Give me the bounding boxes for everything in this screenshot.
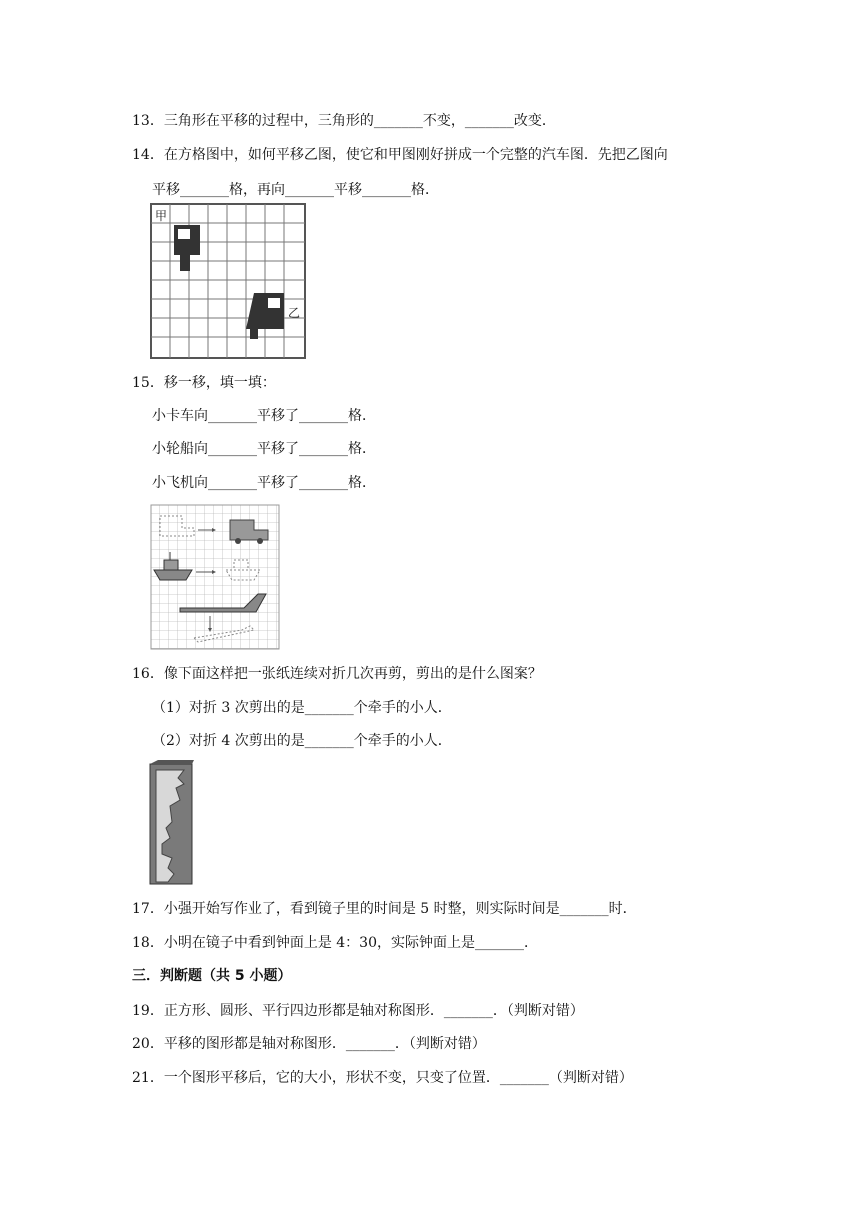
folded-paper-figure [148,760,194,886]
question-16: 16．像下面这样把一张纸连续对折几次再剪，剪出的是什么图案？ [132,666,542,682]
question-15-plane: 小飞机向_______平移了_______格． [152,475,376,491]
question-15: 15．移一移，填一填： [132,375,276,391]
ship-solid [154,570,192,580]
question-17: 17．小强开始写作业了，看到镜子里的时间是 5 时整，则实际时间是_______时． [132,901,637,917]
question-18: 18．小明在镜子中看到钟面上是 4：30，实际钟面上是_______． [132,935,538,951]
question-14-line2: 平移_______格，再向_______平移_______格． [152,182,439,198]
label-jia: 甲 [155,209,168,223]
question-15-truck: 小卡车向_______平移了_______格． [152,408,376,424]
question-16-part2: （2）对折 4 次剪出的是_______个牵手的小人． [152,733,452,749]
question-15-ship: 小轮船向_______平移了_______格． [152,441,376,457]
label-yi: 乙 [288,306,301,320]
question-13: 13．三角形在平移的过程中，三角形的_______不变，_______改变． [132,113,556,129]
car-grid-figure [150,203,306,359]
translation-grid-figure [150,504,280,650]
question-20: 20．平移的图形都是轴对称图形．_______．（判断对错） [132,1036,486,1052]
section-3-heading: 三．判断题（共 5 小题） [132,968,292,984]
question-14-line1: 14．在方格图中，如何平移乙图，使它和甲图刚好拼成一个完整的汽车图．先把乙图向 [132,147,668,163]
question-16-part1: （1）对折 3 次剪出的是_______个牵手的小人． [152,700,452,716]
question-21: 21．一个图形平移后，它的大小，形状不变，只变了位置．_______（判断对错） [132,1070,633,1086]
question-19: 19．正方形、圆形、平行四边形都是轴对称图形．_______．（判断对错） [132,1003,584,1019]
